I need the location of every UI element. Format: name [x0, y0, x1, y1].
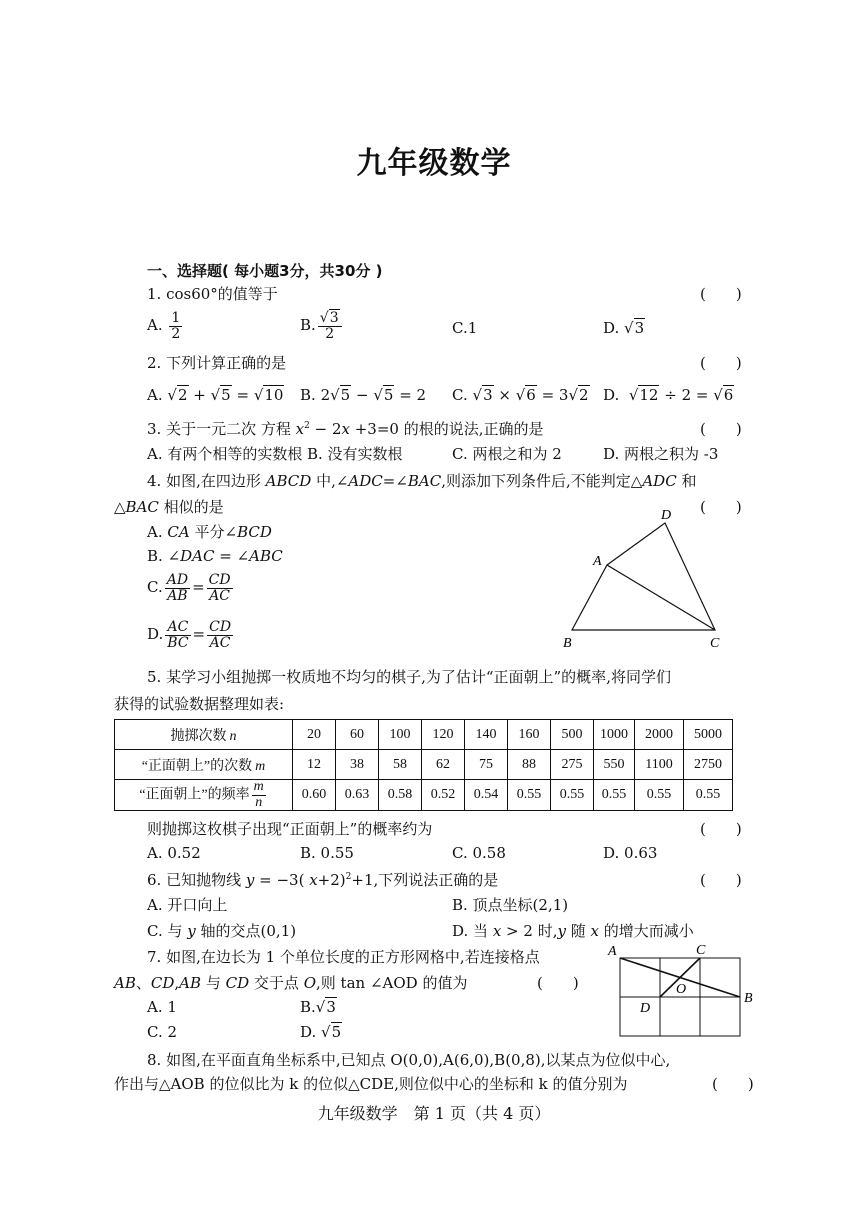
q2-option-b: B. 2√ 5 − √ 5 = 2 [300, 386, 426, 404]
q7-option-d: D. √ 5 [300, 1023, 342, 1041]
point-label-b: B [563, 636, 572, 651]
table-cell: 0.55 [635, 780, 684, 811]
table-row [115, 780, 733, 811]
point-label-d: D [661, 508, 672, 523]
q3-option-c: C. 两根之和为 2 [452, 445, 562, 463]
question-7-stem: 7. 如图,在边长为 1 个单位长度的正方形网格中,若连接格点 [147, 948, 540, 966]
table-cell: 140 [465, 720, 508, 750]
table-cell: 100 [379, 720, 422, 750]
q4-option-b: B. ∠DAC = ∠ABC [147, 547, 283, 565]
q2-option-a: A. √ 2 + √ 5 = √ 10 [147, 386, 284, 404]
q5-option-c: C. 0.58 [452, 844, 506, 862]
table-cell: 75 [465, 750, 508, 780]
q5-option-b: B. 0.55 [300, 844, 354, 862]
answer-blank: ( ) [700, 285, 742, 303]
q3-option-a: A. 有两个相等的实数根 [147, 445, 303, 463]
point-label-a: A [593, 554, 602, 569]
table-cell: 0.55 [594, 780, 635, 811]
answer-blank: ( ) [700, 420, 742, 438]
table-cell: 20 [293, 720, 336, 750]
grid-label-a: A [608, 944, 617, 959]
quadrilateral-figure [555, 505, 745, 655]
question-8-stem: 8. 如图,在平面直角坐标系中,已知点 O(0,0),A(6,0),B(0,8),以某点为位似中心, [147, 1051, 671, 1069]
table-cell: 0.55 [551, 780, 594, 811]
grid-figure [600, 940, 760, 1040]
table-cell: 0.55 [684, 780, 733, 811]
table-cell: 1000 [594, 720, 635, 750]
q7-option-b: B.√ 3 [300, 998, 337, 1016]
question-3-stem: 3. 关于一元二次 方程 $x^2 - 2x +3=0$ 的根的说法,正确的是 [147, 420, 544, 438]
q1-option-a: A. $\frac{1}{2}$ [147, 310, 181, 342]
q4-option-d: D. $\frac{AC}{BC}$ = $\frac{CD}{AC}$ [147, 619, 232, 651]
question-8-stem-2: 作出与△AOB 的位似比为 k 的位似△CDE,则位似中心的坐标和 k 的值分别为 [114, 1075, 628, 1093]
question-7-stem-2: AB、CD,AB 与 CD 交于点 O,则 tan ∠AOD 的值为 [114, 974, 468, 992]
question-6-stem: 6. 已知抛物线 y = −3( x+2)$^2$+1,下列说法正确的是 [147, 871, 499, 889]
table-row-header: 抛掷次数 n [115, 720, 293, 750]
table-cell: 1100 [635, 750, 684, 780]
table-cell: 2000 [635, 720, 684, 750]
page-title: 九年级数学 [356, 146, 512, 181]
grid-label-d: D [640, 1001, 651, 1016]
table-cell: 2750 [684, 750, 733, 780]
q3-option-b: B. 没有实数根 [307, 445, 403, 463]
table-cell: 550 [594, 750, 635, 780]
question-4-stem: 4. 如图,在四边形 ABCD 中,∠ADC=∠BAC,则添加下列条件后,不能判定△ADC 和 [147, 472, 697, 490]
answer-blank: ( ) [700, 498, 742, 516]
table-row-header: “正面朝上”的次数 m [115, 750, 293, 780]
table-cell: 62 [422, 750, 465, 780]
question-2-stem: 2. 下列计算正确的是 [147, 354, 287, 372]
q6-option-d: D. 当 x > 2 时,y 随 x 的增大而减小 [452, 922, 694, 940]
trial-data-table [114, 719, 733, 811]
q6-option-c: C. 与 y 轴的交点(0,1) [147, 922, 297, 940]
point-label-c: C [710, 636, 720, 651]
q7-option-c: C. 2 [147, 1023, 178, 1041]
q5-option-a: A. 0.52 [147, 844, 201, 862]
q2-option-c: C. √ 3 × √ 6 = 3√ 2 [452, 386, 590, 404]
answer-blank: ( ) [700, 820, 742, 838]
table-cell: 0.52 [422, 780, 465, 811]
table-row [115, 750, 733, 780]
q7-option-a: A. 1 [147, 998, 177, 1016]
question-5-stem: 5. 某学习小组抛掷一枚质地不均匀的棋子,为了估计“正面朝上”的概率,将同学们 [147, 668, 671, 686]
table-row [115, 720, 733, 750]
table-cell: 0.55 [508, 780, 551, 811]
question-5-stem-2: 获得的试验数据整理如表: [114, 695, 285, 713]
q1-option-b: B. √ $\frac{3}{2}$ [300, 311, 344, 341]
table-row-header: “正面朝上”的频率 $\frac{m}{n}$ [115, 780, 293, 811]
grid-label-o: O [676, 982, 687, 997]
table-cell: 0.63 [336, 780, 379, 811]
table-cell: 0.60 [293, 780, 336, 811]
answer-blank: ( ) [700, 871, 742, 889]
table-cell: 88 [508, 750, 551, 780]
question-1-stem: 1. cos60°的值等于 [147, 285, 278, 303]
table-cell: 38 [336, 750, 379, 780]
table-cell: 500 [551, 720, 594, 750]
answer-blank: ( ) [700, 354, 742, 372]
section-heading: 一、选择题( 每小题3分，共30分 ) [147, 262, 383, 280]
question-5-conclusion: 则抛掷这枚棋子出现“正面朝上”的概率约为 [147, 820, 433, 838]
table-cell: 12 [293, 750, 336, 780]
table-cell: 60 [336, 720, 379, 750]
table-cell: 58 [379, 750, 422, 780]
q1-option-c: C.1 [452, 319, 478, 337]
answer-blank: ( ) [537, 974, 579, 992]
question-4-stem-2: △BAC 相似的是 [114, 498, 224, 516]
q6-option-a: A. 开口向上 [147, 896, 228, 914]
grid-label-b: B [744, 991, 753, 1006]
table-cell: 275 [551, 750, 594, 780]
table-cell: 5000 [684, 720, 733, 750]
q6-option-b: B. 顶点坐标(2,1) [452, 896, 569, 914]
q4-option-c: C. $\frac{AD}{AB}$ = $\frac{CD}{AC}$ [147, 572, 231, 604]
q1-option-d: D. √ 3 [603, 319, 645, 337]
table-cell: 0.54 [465, 780, 508, 811]
answer-blank: ( ) [712, 1075, 754, 1093]
page-footer: 九年级数学 第 1 页（共 4 页） [317, 1104, 551, 1123]
q3-option-d: D. 两根之积为 -3 [603, 445, 719, 463]
grid-label-c: C [696, 943, 706, 958]
table-cell: 120 [422, 720, 465, 750]
q5-option-d: D. 0.63 [603, 844, 658, 862]
q4-option-a: A. CA 平分∠BCD [147, 523, 272, 541]
table-cell: 160 [508, 720, 551, 750]
table-cell: 0.58 [379, 780, 422, 811]
q2-option-d: D. √ 12 ÷ 2 = √ 6 [603, 386, 734, 404]
